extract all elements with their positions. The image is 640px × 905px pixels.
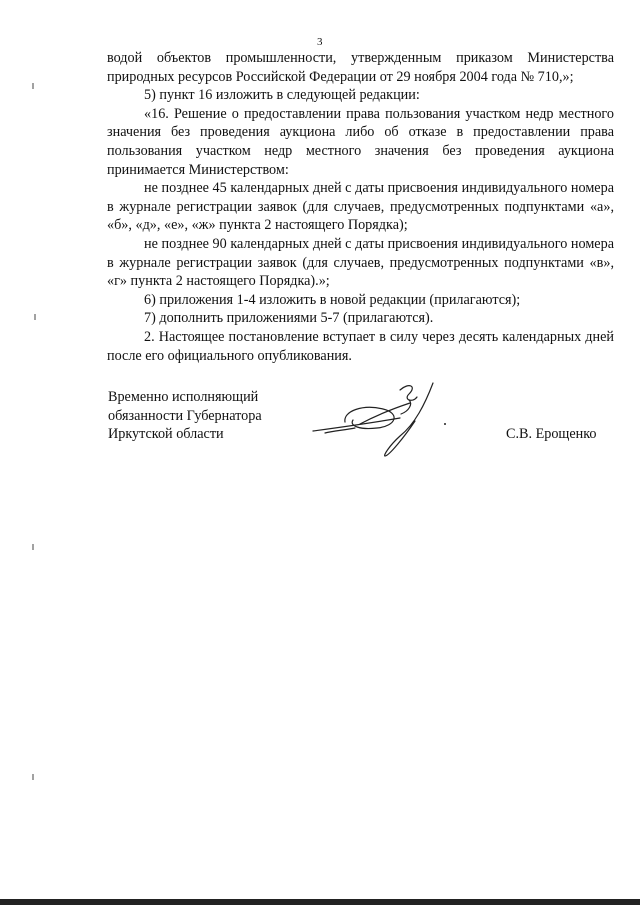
signer-name: С.В. Ерощенко [506, 426, 597, 442]
signatory-position [108, 388, 262, 444]
scan-mark [30, 773, 36, 781]
document-body [107, 49, 614, 365]
paragraph-intro-continuation: водой объектов промышленности, утвержденным приказом Министерства природных ресурсов Российской Федерации от 29 ноября 2004 года № 710,»; [107, 50, 614, 85]
page-number: 3 [317, 36, 323, 48]
paragraph-deadline-90: не позднее 90 календарных дней с даты присвоения индивидуального номера в журнале регистрации заявок (для случаев, предусмотренных подпунктами «в», «г» пункта 2 настоящего Порядка).»; [107, 235, 614, 290]
paragraph-effective-date: 2. Настоящее постановление вступает в силу через десять календарных дней после его официального опубликования. [107, 328, 614, 364]
position-line: обязанности Губернатора [108, 407, 262, 424]
paragraph-deadline-45: не позднее 45 календарных дней с даты присвоения индивидуального номера в журнале регистрации заявок (для случаев, предусмотренных подпунктами «а», «б», «д», «е», «ж» пункта 2 настоящего Порядка); [107, 180, 614, 234]
paragraph-item-7: 7) дополнить приложениями 5-7 (прилагаются). [144, 310, 434, 327]
handwritten-signature [305, 376, 455, 458]
scan-mark [30, 82, 36, 90]
scan-bottom-edge [0, 899, 640, 905]
position-line: Временно исполняющий [108, 389, 259, 405]
position-line: Иркутской области [108, 426, 224, 443]
paragraph-item-5: 5) пункт 16 изложить в следующей редакции: [144, 87, 420, 104]
paragraph-item-6: 6) приложения 1-4 изложить в новой редакции (прилагаются); [144, 291, 521, 308]
paragraph-clause-16: «16. Решение о предоставлении права пользования участком недр местного значения без проведения аукциона либо об отказе в предоставлении права пользования участком недр местного значения без проведения аукциона принимается Министерством: [107, 105, 614, 178]
scan-mark [32, 313, 38, 321]
scan-mark [30, 543, 36, 551]
